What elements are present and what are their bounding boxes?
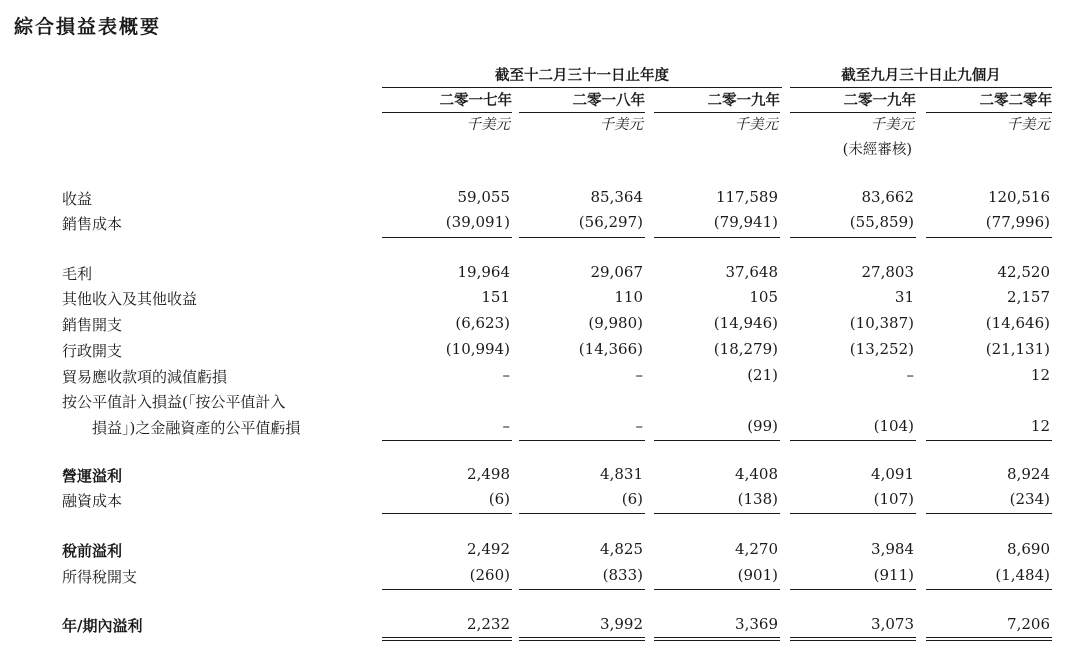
year-header-2017: 二零一七年 — [382, 89, 512, 113]
table-cell: (14,946) — [713, 314, 778, 332]
table-cell: (1,484) — [995, 566, 1050, 584]
table-cell: 4,091 — [871, 465, 914, 483]
total-double-rule — [519, 637, 645, 641]
row-label-operating-profit: 營運溢利 — [62, 467, 123, 485]
total-double-rule — [654, 637, 780, 641]
table-cell: (99) — [747, 417, 778, 435]
total-double-rule — [790, 637, 916, 641]
subtotal-rule — [654, 513, 780, 514]
table-cell: (901) — [737, 566, 778, 584]
page-title: 綜合損益表概要 — [14, 16, 162, 38]
year-header-2019-9m: 二零一九年 — [790, 89, 916, 113]
subtotal-rule — [382, 513, 512, 514]
table-cell: 4,408 — [735, 465, 778, 483]
table-cell: (14,646) — [985, 314, 1050, 332]
table-cell: (13,252) — [849, 340, 914, 358]
table-cell: (911) — [873, 566, 914, 584]
subtotal-rule — [654, 237, 780, 238]
table-cell: (6) — [488, 490, 510, 508]
table-cell: 27,803 — [861, 263, 914, 281]
table-cell: 12 — [1030, 417, 1050, 435]
row-label-cost-of-sales: 銷售成本 — [62, 215, 123, 233]
table-cell: (260) — [469, 566, 510, 584]
row-label-finance-costs: 融資成本 — [62, 492, 123, 510]
table-cell: 2,232 — [467, 615, 510, 633]
subtotal-rule — [790, 513, 916, 514]
row-label-other-income: 其他收入及其他收益 — [62, 290, 198, 308]
table-cell: 59,055 — [457, 188, 510, 206]
table-cell: – — [502, 417, 510, 435]
table-cell: – — [906, 366, 914, 384]
year-header-2018: 二零一八年 — [519, 89, 645, 113]
table-cell: 3,992 — [600, 615, 643, 633]
row-label-gross-profit: 毛利 — [62, 265, 93, 283]
subtotal-rule — [790, 440, 916, 441]
year-header-2020-9m: 二零二零年 — [926, 89, 1052, 113]
table-cell: 4,831 — [600, 465, 643, 483]
year-header-2019: 二零一九年 — [654, 89, 780, 113]
subtotal-rule — [926, 237, 1052, 238]
subtotal-rule — [790, 589, 916, 590]
table-cell: (833) — [602, 566, 643, 584]
table-cell: 4,825 — [600, 540, 643, 558]
table-cell: 31 — [894, 288, 914, 306]
unit-label: 千美元 — [870, 117, 914, 133]
subtotal-rule — [382, 440, 512, 441]
table-cell: – — [635, 366, 643, 384]
subtotal-rule — [519, 440, 645, 441]
unit-label: 千美元 — [734, 117, 778, 133]
table-cell: (39,091) — [445, 213, 510, 231]
row-label-fvtpl-line2: 損益」)之金融資產的公平值虧損 — [92, 419, 301, 437]
subtotal-rule — [926, 440, 1052, 441]
table-cell: 120,516 — [987, 188, 1050, 206]
table-cell: 29,067 — [590, 263, 643, 281]
table-cell: (79,941) — [713, 213, 778, 231]
table-cell: 12 — [1030, 366, 1050, 384]
table-cell: 2,492 — [467, 540, 510, 558]
table-cell: (138) — [737, 490, 778, 508]
subtotal-rule — [519, 589, 645, 590]
table-cell: (10,994) — [445, 340, 510, 358]
unit-label: 千美元 — [466, 117, 510, 133]
row-label-income-tax: 所得稅開支 — [62, 568, 138, 586]
table-cell: (104) — [873, 417, 914, 435]
row-label-fvtpl-line1: 按公平值計入損益(「按公平值計入 — [62, 393, 286, 411]
table-cell: (6) — [621, 490, 643, 508]
subtotal-rule — [926, 513, 1052, 514]
table-cell: (9,980) — [588, 314, 643, 332]
subtotal-rule — [790, 237, 916, 238]
row-label-profit-before-tax: 稅前溢利 — [62, 542, 123, 560]
subtotal-rule — [382, 589, 512, 590]
table-cell: 3,984 — [871, 540, 914, 558]
row-label-impairment: 貿易應收款項的減值虧損 — [62, 368, 228, 386]
table-cell: 85,364 — [590, 188, 643, 206]
table-cell: (6,623) — [455, 314, 510, 332]
group-header-nine-months — [790, 64, 1052, 85]
row-label-selling-expenses: 銷售開支 — [62, 316, 123, 334]
group-header-annual — [382, 64, 782, 85]
subtotal-rule — [926, 589, 1052, 590]
table-cell: 7,206 — [1007, 615, 1050, 633]
group-header-nine-months-label: 截至九月三十日止九個月 — [841, 67, 1001, 84]
subtotal-rule — [519, 237, 645, 238]
table-cell: (107) — [873, 490, 914, 508]
unit-label: 千美元 — [1006, 117, 1050, 133]
table-cell: – — [635, 417, 643, 435]
table-cell: (55,859) — [849, 213, 914, 231]
table-cell: (77,996) — [985, 213, 1050, 231]
subtotal-rule — [382, 237, 512, 238]
unaudited-note: (未經審核) — [842, 142, 912, 158]
table-cell: 2,157 — [1007, 288, 1050, 306]
table-cell: 8,924 — [1007, 465, 1050, 483]
table-cell: 3,073 — [871, 615, 914, 633]
table-cell: 2,498 — [467, 465, 510, 483]
table-cell: (21,131) — [985, 340, 1050, 358]
table-cell: (56,297) — [578, 213, 643, 231]
table-cell: 110 — [614, 288, 643, 306]
table-cell: (10,387) — [849, 314, 914, 332]
table-cell: (234) — [1009, 490, 1050, 508]
total-double-rule — [926, 637, 1052, 641]
row-label-admin-expenses: 行政開支 — [62, 342, 123, 360]
row-label-profit-for-period: 年/期內溢利 — [62, 617, 143, 635]
unit-label: 千美元 — [599, 117, 643, 133]
table-cell: 19,964 — [457, 263, 510, 281]
subtotal-rule — [519, 513, 645, 514]
total-double-rule — [382, 637, 512, 641]
row-label-revenue: 收益 — [62, 190, 93, 208]
table-cell: 3,369 — [735, 615, 778, 633]
subtotal-rule — [654, 440, 780, 441]
table-cell: – — [502, 366, 510, 384]
table-cell: 151 — [481, 288, 510, 306]
table-cell: 83,662 — [861, 188, 914, 206]
group-header-annual-label: 截至十二月三十一日止年度 — [495, 67, 669, 84]
table-cell: 37,648 — [725, 263, 778, 281]
table-cell: 105 — [749, 288, 778, 306]
table-cell: (14,366) — [578, 340, 643, 358]
table-cell: 4,270 — [735, 540, 778, 558]
table-cell: 8,690 — [1007, 540, 1050, 558]
table-cell: 117,589 — [715, 188, 778, 206]
table-cell: (18,279) — [713, 340, 778, 358]
subtotal-rule — [654, 589, 780, 590]
table-cell: 42,520 — [997, 263, 1050, 281]
table-cell: (21) — [747, 366, 778, 384]
